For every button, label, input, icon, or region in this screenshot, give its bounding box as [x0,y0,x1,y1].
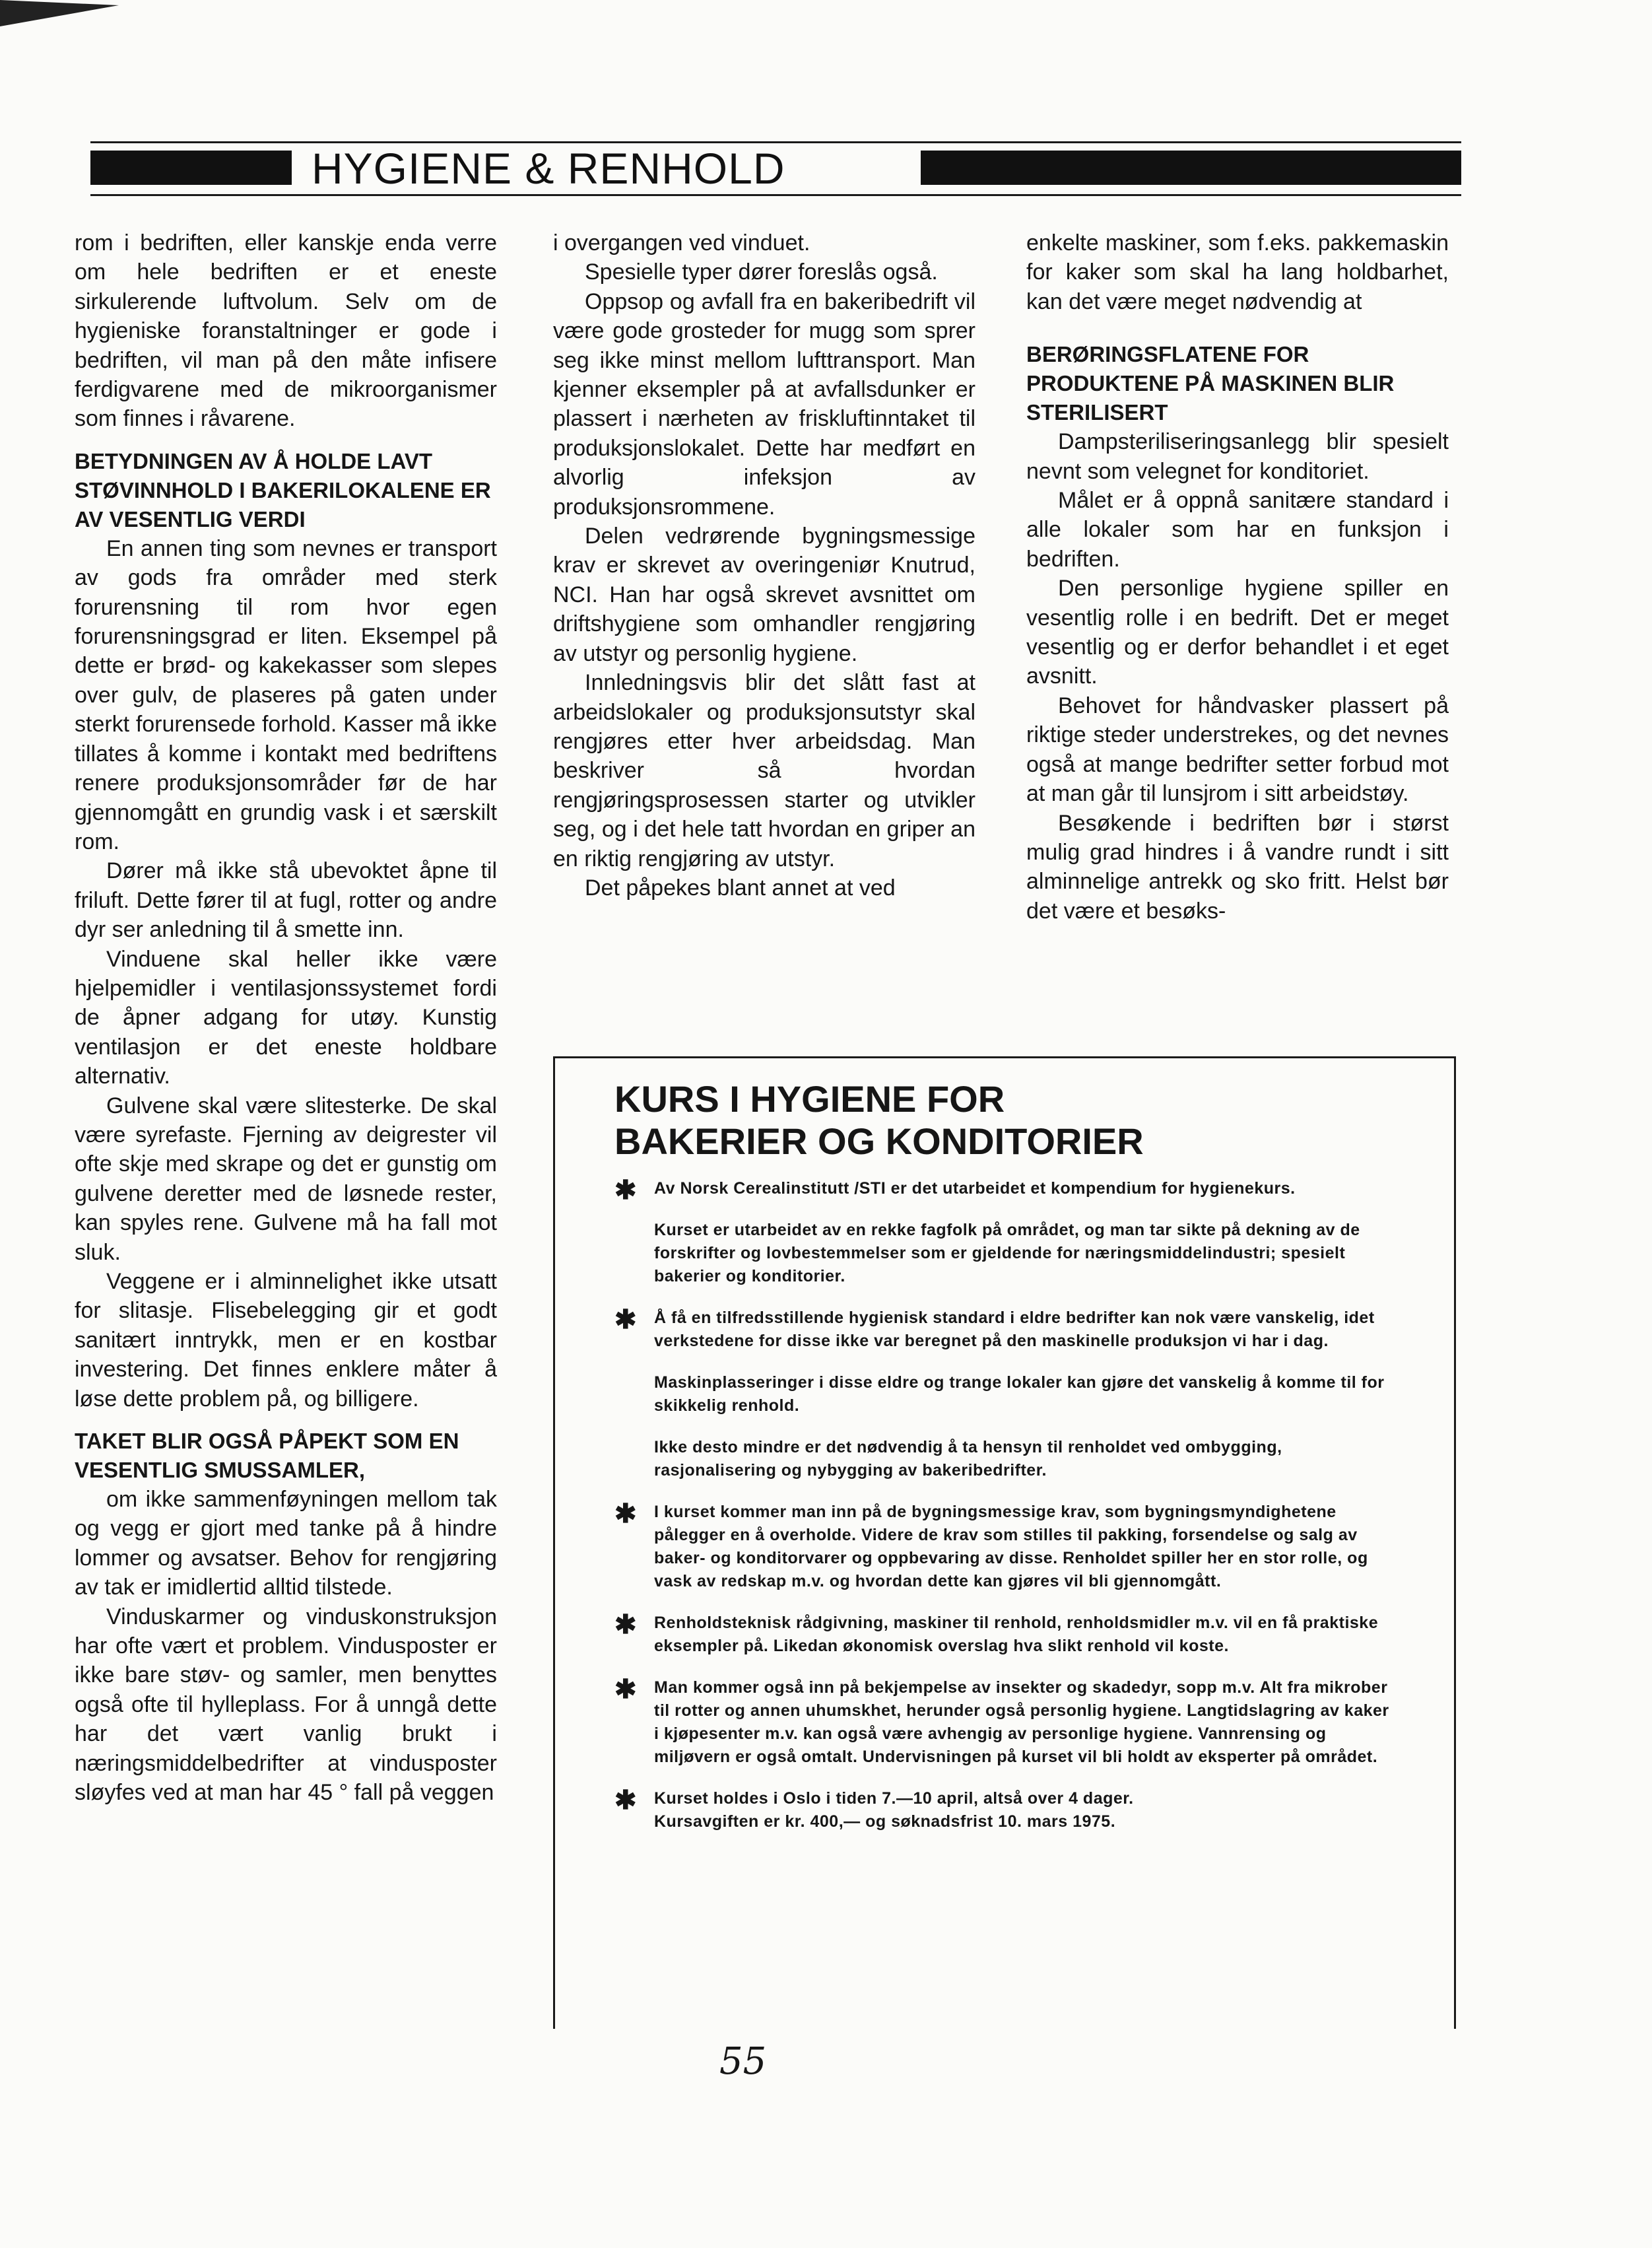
page-number: 55 [719,2040,767,2083]
paragraph: enkelte maskiner, som f.eks. pakkemaskin for kaker som skal ha lang holdbarhet, kan det være meget nødvendig at [1026,230,1449,314]
paragraph: om ikke sammenføyningen mellom tak og vegg er gjort med tanke på å hindre lommer og avsatser. Behov for rengjøring av tak er imidlertid alltid tilstede. [75,1487,497,1600]
column-1 [75,228,497,1808]
paragraph: Dampsteriliseringsanlegg blir spesielt nevnt som velegnet for konditoriet. [1026,429,1449,484]
subheading: BERØRINGSFLATENE FOR PRODUKTENE PÅ MASKINEN BLIR STERILISERT [1026,342,1395,425]
section-title: HYGIENE & RENHOLD [312,144,785,193]
section-header [90,145,1461,191]
header-bottom-rule [90,194,1461,196]
list-item: ✱ Man kommer også inn på bekjempelse av insekter og skadedyr, sopp m.v. Alt fra mikrober til rotter og annen uhumskhet, herunder også personlig hygiene. Langtidslagring av kaker i kjøpesenter m.v. kan også være avhengig av personlige hygiene. Vannrensing og miljøvern er også omtalt. Undervisningen på kurset vil bli holdt av eksperter på området. [614,1675,1389,1766]
paragraph: Det påpekes blant annet at ved [585,875,896,901]
paragraph: Innledningsvis blir det slått fast at arbeidslokaler og produksjonsutstyr skal rengjøres etter hver arbeidsdag. Man beskriver så hvordan rengjøringsprosessen starter og utvikler seg, og i det hele tatt hvordan en griper an en riktig rengjøring av utstyr. [553,670,975,871]
paragraph: Delen vedrørende bygningsmessige krav er skrevet av overingeniør Knutrud, NCI. Han har også skrevet avsnittet om driftshygiene som omhandler rengjøring av utstyr og personlig hygiene. [553,524,975,666]
paragraph: En annen ting som nevnes er transport av gods fra områder med sterk forurensning til rom hvor egen forurensningsgrad er liten. Eksempel på dette er brød- og kakekasser som slepes over gulv, de plaseres på gaten under sterkt forurensede forhold. Kasser må ikke tillates å komme i kontakt med bedriftens renere produksjonsområder før de har gjennomgått en grundig vask i et særskilt rom. [75,535,497,854]
paragraph: Veggene er i alminnelighet ikke utsatt for slitasje. Flisebelegging gir et godt sanitært inntrykk, men er en kostbar investering. Det finnes enklere måter å løse dette problem på, og billigere. [75,1269,497,1412]
course-announcement-box [553,1056,1456,2029]
scan-corner-mark [0,0,119,40]
header-top-rule [90,141,1461,143]
paragraph: Gulvene skal være slitesterke. De skal være syrefaste. Fjerning av deigrester vil ofte skje med skrape og det er gunstig om gulvene deretter med de løsnede rester, kan spyles rene. Gulvene må ha fall mot sluk. [75,1093,497,1265]
list-item: ✱ Å få en tilfredsstillende hygienisk standard i eldre bedrifter kan nok være vanskelig, idet verkstedene for disse ikke var beregnet på den maskinelle produksjon vi har i dag. Maskinplasseringer i disse eldre og trange lokaler kan gjøre det vanskelig å komme til for skikkelig renhold. Ikke desto mindre er det nødvendig å ta hensyn til renholdet ved ombygging, rasjonalisering og nybygging av bakeribedrifter. [614,1305,1385,1480]
header-bar-right [921,151,1461,185]
subheading: BETYDNINGEN AV Å HOLDE LAVT STØVINNHOLD I BAKERILOKALENE ER AV VESENTLIG VERDI [75,448,491,531]
asterisk-icon: ✱ [614,1675,638,1704]
asterisk-icon: ✱ [614,1610,638,1639]
paragraph: Oppsop og avfall fra en bakeribedrift vil være gode grosteder for mugg som sprer seg ikke minst mellom lufttransport. Man kjenner eksempler på at avfallsdunker er plassert i nærheten av friskluftinntaket til produksjonslokalet. Dette har medført en alvorlig infeksjon av produksjonsrommene. [553,289,975,520]
box-body [614,1177,1393,1852]
column-2 [553,228,975,903]
asterisk-icon: ✱ [614,1499,638,1528]
header-bar-left [90,151,292,185]
paragraph: Behovet for håndvasker plassert på riktige steder understrekes, og det nevnes også at mange bedrifter setter forbud mot at man går til lunsjrom i sitt arbeidstøy. [1026,693,1449,807]
column-3 [1026,228,1449,926]
paragraph: Den personlige hygiene spiller en vesentlig rolle i en bedrift. Det er meget vesentlig og er derfor behandlet i et eget avsnitt. [1026,576,1449,689]
asterisk-icon: ✱ [614,1786,638,1815]
list-item: ✱ Renholdsteknisk rådgivning, maskiner til renhold, renholdsmidler m.v. vil en få praktiske eksempler på. Likedan økonomisk overslag hva slikt renhold vil koste. [614,1610,1379,1655]
paragraph: i overgangen ved vinduet. [553,230,810,255]
paragraph: Vinduene skal heller ikke være hjelpemidler i ventilasjonssystemet fordi de åpner adgang for utøy. Kunstig ventilasjon er det eneste holdbare alternativ. [75,946,497,1089]
paragraph: Spesielle typer dører foreslås også. [585,259,938,285]
asterisk-icon: ✱ [614,1305,638,1334]
asterisk-icon: ✱ [614,1176,638,1205]
box-title: KURS I HYGIENE FOR BAKERIER OG KONDITORIER [614,1078,1144,1162]
paragraph: Vinduskarmer og vinduskonstruksjon har ofte vært et problem. Vindusposter er ikke bare støv- og samler, men benyttes også ofte til hylleplass. For å unngå dette har det vært vanlig brukt i næringsmiddelbedrifter at vindusposter sløyfes ved at man har 45 ° fall på veggen [75,1604,497,1806]
list-item: ✱ Kurset holdes i Oslo i tiden 7.—10 april, altså over 4 dager. Kursavgiften er kr. 400,— og søknadsfrist 10. mars 1975. [614,1786,1134,1831]
list-item: ✱ I kurset kommer man inn på de bygningsmessige krav, som bygningsmyndighetene pålegger en å overholde. Videre de krav som stilles til pakking, forsendelse og salg av baker- og konditorvarer og oppbevaring av disse. Renholdet spiller her en stor rolle, og vask av redskap m.v. og hvordan dette kan gjøres vil bli gjennomgått. [614,1499,1368,1590]
list-item: ✱ Av Norsk Cerealinstitutt /STI er det utarbeidet et kompendium for hygienekurs. Kurset er utarbeidet av en rekke fagfolk på området, og man tar sikte på dekning av de forskrifter og lovbestemmelser som er gjeldende for næringsmiddelindustri; spesielt bakerier og konditorier. [614,1176,1360,1285]
paragraph: rom i bedriften, eller kanskje enda verre om hele bedriften er et eneste sirkulerende luftvolum. Selv om de hygieniske foranstaltninger er gode i bedriften, vil man på den måte infisere ferdigvarene med de mikroorganismer som finnes i råvarene. [75,230,497,432]
paragraph: Målet er å oppnå sanitære standard i alle lokaler som har en funksjon i bedriften. [1026,488,1449,572]
paragraph: Dører må ikke stå ubevoktet åpne til friluft. Dette fører til at fugl, rotter og andre dyr ser anledning til å smette inn. [75,858,497,943]
subheading: TAKET BLIR OGSÅ PÅPEKT SOM EN VESENTLIG SMUSSAMLER, [75,1429,459,1483]
paragraph: Besøkende i bedriften bør i størst mulig grad hindres i å vandre rundt i sitt alminnelige antrekk og sko fritt. Helst bør det være et besøks- [1026,810,1449,924]
